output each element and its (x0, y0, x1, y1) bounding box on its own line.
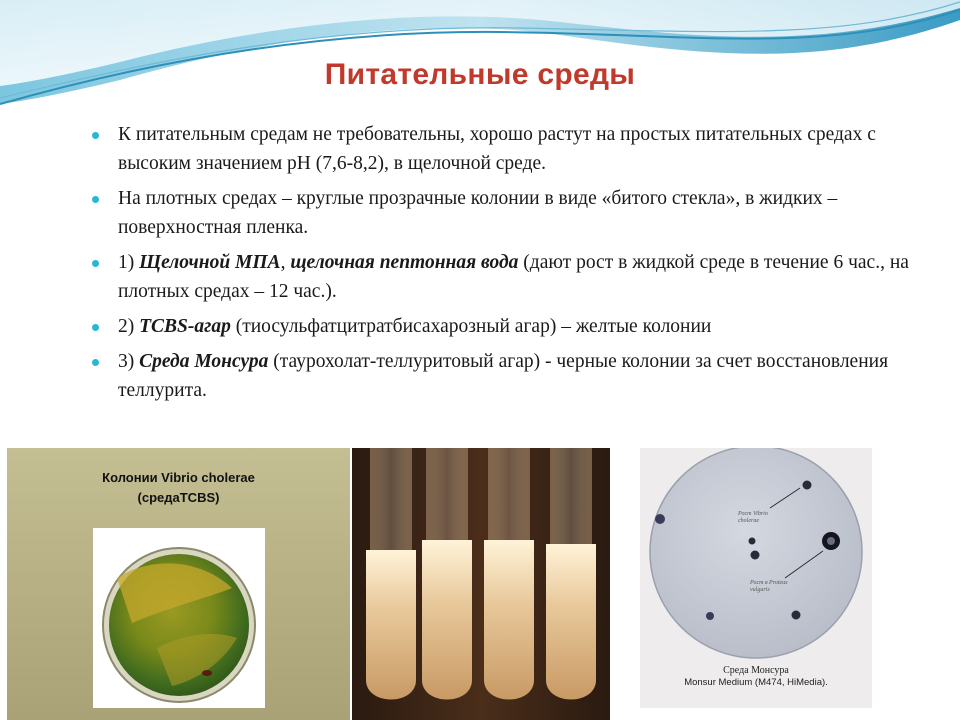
bullet-text: (тиосульфатцитратбисахарозный агар) – желтые колонии (230, 316, 712, 337)
bullet-text: (дают рост в жидкой среде в течение 6 час., на плотных средах – 12 час.). (118, 252, 909, 302)
bullet-emphasis: Щелочной МПА (139, 252, 281, 273)
bullet-text: На плотных средах – круглые прозрачные колонии в виде «битого стекла», в жидких – поверхностная пленка. (118, 188, 838, 238)
bullet-emphasis: щелочная пептонная вода (290, 252, 519, 273)
bullet-item (92, 347, 922, 405)
bullet-dot-icon (92, 260, 99, 267)
bullet-emphasis: Среда Монсура (139, 351, 269, 372)
tcbs-plate-photo (7, 448, 350, 720)
bullet-dot-icon (92, 324, 99, 331)
bullet-text: (таурохолат-теллуритовый агар) - черные колонии за счет восстановления теллурита. (118, 351, 889, 401)
bullet-dot-icon (92, 132, 99, 139)
bullet-text: К питательным средам не требовательны, хорошо растут на простых питательных средах с высоким значением рН (7,6-8,2), в щелочной среде. (118, 124, 876, 174)
monsur-caption-ru: Среда Монсура (723, 665, 789, 676)
bullet-item (92, 184, 922, 242)
bullet-list (92, 120, 922, 411)
bullet-text: 2) (118, 316, 140, 337)
test-tube-icon (352, 448, 610, 720)
monsur-plate-photo (640, 448, 872, 708)
tcbs-caption-line2: (средаTCBS) (137, 490, 220, 505)
bullet-item (92, 120, 922, 178)
tcbs-caption-line1: Колонии Vibrio cholerae (102, 470, 255, 485)
test-tubes-photo (352, 448, 610, 720)
slide-title: Питательные среды (324, 58, 636, 91)
monsur-caption-en: Monsur Medium (M474, HiMedia). (684, 677, 828, 688)
bullet-text: , (280, 252, 291, 273)
monsur-label-proteus-line1: Рост в Proteus (750, 580, 788, 586)
bullet-item (92, 248, 922, 306)
bullet-text: 1) (118, 252, 140, 273)
bullet-dot-icon (92, 359, 99, 366)
monsur-label-vibrio-line1: Рост Vibrio (738, 511, 768, 517)
bullet-text: 3) (118, 351, 140, 372)
bullet-dot-icon (92, 196, 99, 203)
monsur-label-proteus-line2: vulgaris (750, 587, 770, 593)
bullet-item (92, 312, 922, 341)
bullet-emphasis: TCBS-агар (139, 316, 231, 337)
monsur-label-vibrio-line2: cholerae (738, 518, 759, 524)
